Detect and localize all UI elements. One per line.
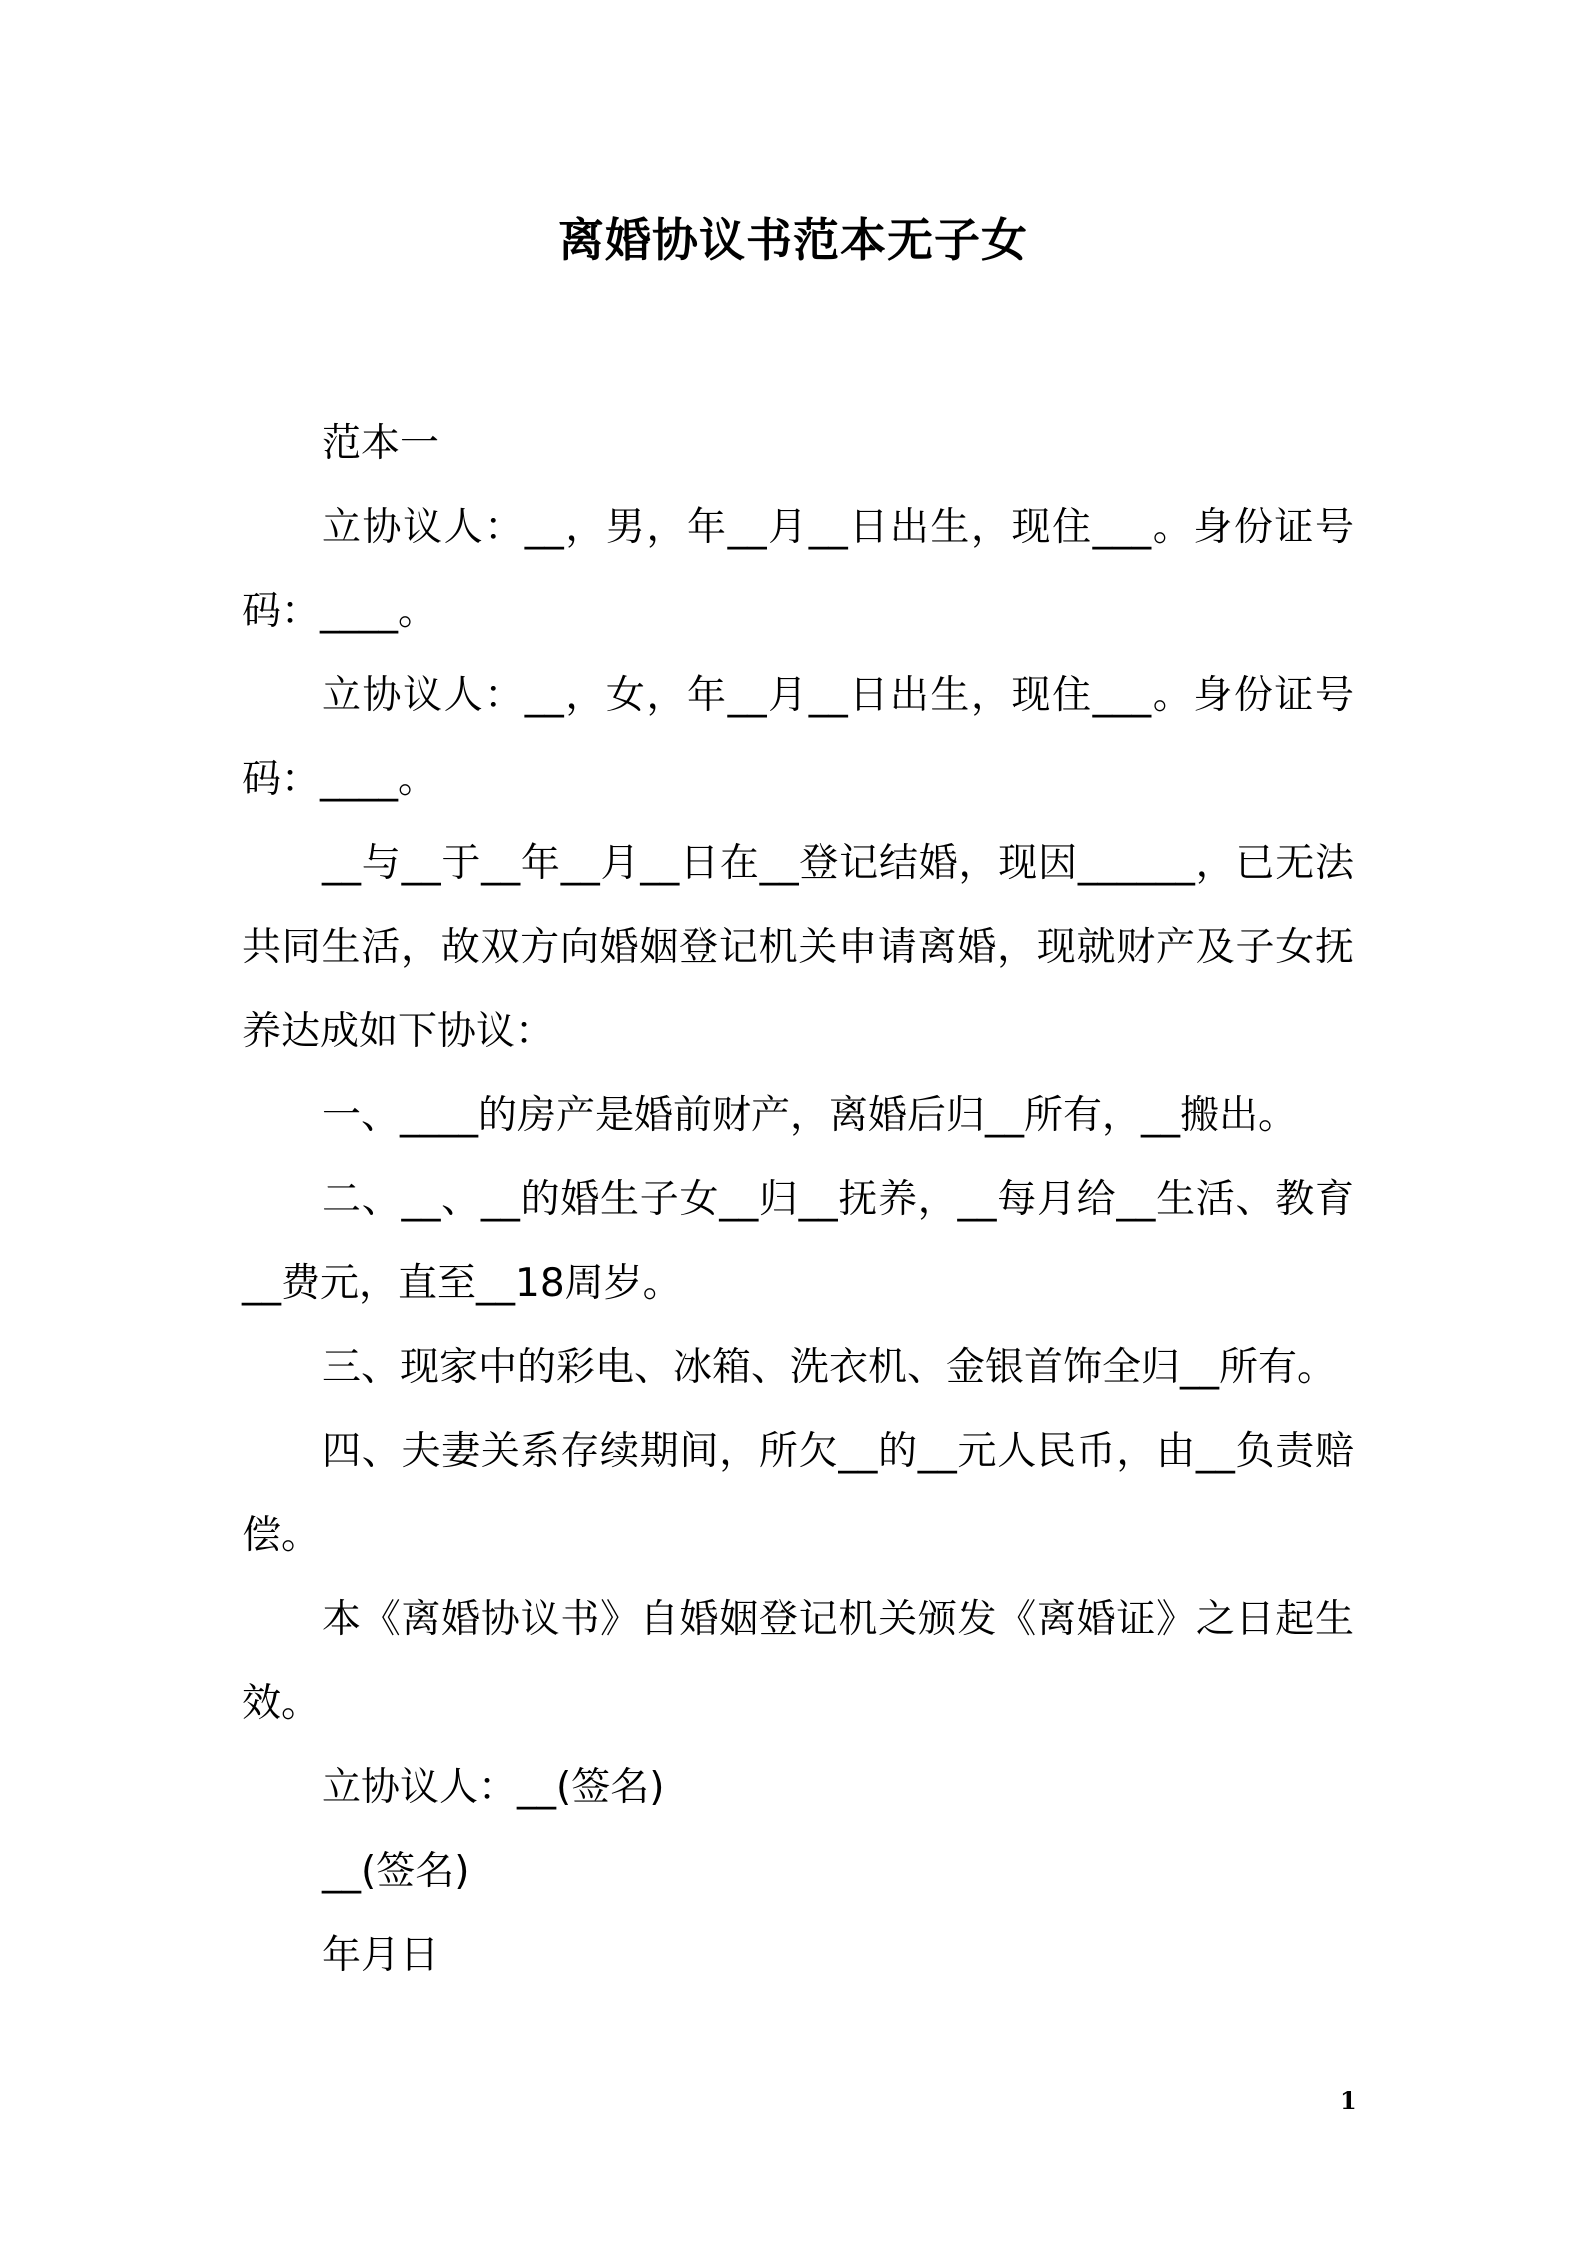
document-title: 离婚协议书范本无子女: [558, 213, 1028, 267]
party-male-info: 立协议人：__，男，年__月__日出生，现住___。身份证号码：____。: [242, 505, 1354, 634]
effective-clause: 本《离婚协议书》自婚姻登记机关颁发《离婚证》之日起生效。: [242, 1597, 1354, 1726]
clause-three-household-items: 三、现家中的彩电、冰箱、洗衣机、金银首饰全归__所有。: [322, 1345, 1337, 1390]
party-female-info: 立协议人：__，女，年__月__日出生，现住___。身份证号码：____。: [242, 673, 1354, 802]
document-body: [242, 402, 1354, 1998]
clause-four-debt: 四、夫妻关系存续期间，所欠__的__元人民币，由__负责赔偿。: [242, 1429, 1354, 1558]
clause-one-property: 一、____的房产是婚前财产，离婚后归__所有，__搬出。: [322, 1093, 1298, 1138]
signature-line-first: 立协议人：__(签名): [322, 1765, 665, 1810]
page-number: 1: [1340, 2086, 1357, 2115]
marriage-statement: __与__于__年__月__日在__登记结婚，现因______，已无法共同生活，故双方向婚姻登记机关申请离婚，现就财产及子女抚养达成如下协议：: [242, 841, 1354, 1054]
date-line: 年月日: [322, 1933, 440, 1978]
signature-line-second: __(签名): [322, 1849, 470, 1894]
clause-two-children: 二、__、__的婚生子女__归__抚养，__每月给__生活、教育__费元，直至__18周岁。: [242, 1177, 1354, 1306]
section-label-sample-one: 范本一: [322, 421, 440, 466]
